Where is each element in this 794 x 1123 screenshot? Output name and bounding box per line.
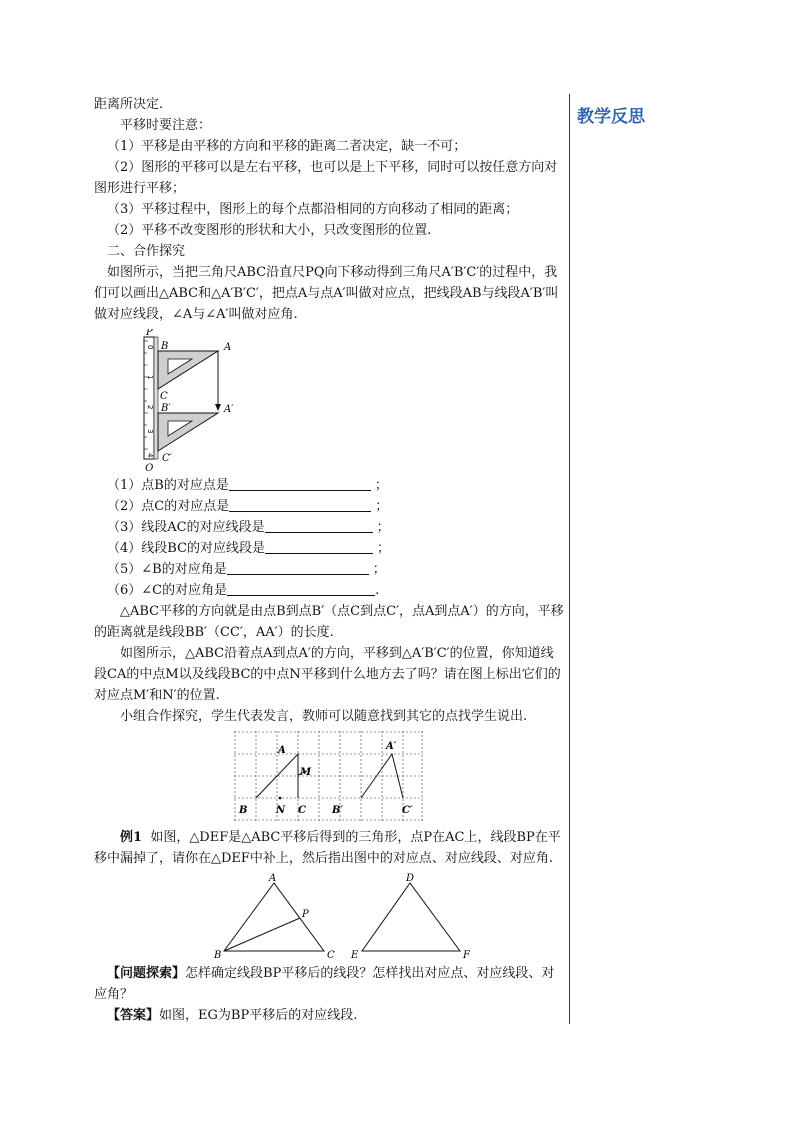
label-A: A xyxy=(269,873,277,884)
label-P: P xyxy=(302,909,309,920)
label-Q: Q xyxy=(145,463,154,471)
label-B-prime: B′ xyxy=(332,805,344,816)
label-A: A xyxy=(224,342,232,353)
question-5: （5）∠B的对应角是 ； xyxy=(107,562,386,577)
question-2: （2）点C的对应点是 ； xyxy=(107,499,389,514)
text-line: （2）图形的平移可以是左右平移，也可以是上下平移，同时可以按任意方向对图形进行平移； xyxy=(94,160,558,196)
label-N: N xyxy=(276,805,286,816)
tick-4: 4 xyxy=(146,453,154,458)
label-B: B xyxy=(214,950,222,959)
label-E: E xyxy=(351,950,359,959)
label-C-prime: C′ xyxy=(162,453,172,464)
section-heading: 二、合作探究 xyxy=(107,244,186,259)
grid-translation-figure xyxy=(234,731,424,823)
text-line: 距离所决定. xyxy=(94,97,164,112)
label-D: D xyxy=(406,873,415,884)
question-6: （6）∠C的对应角是 . xyxy=(107,583,380,598)
label-A: A xyxy=(278,745,286,756)
text-paragraph: 小组合作探究，学生代表发言，教师可以随意找到其它的点找学生说出. xyxy=(120,709,528,724)
text-line: （1）平移是由平移的方向和平移的距离二者决定，缺一不可； xyxy=(107,139,467,154)
tick-0: 0 xyxy=(146,345,154,350)
text-paragraph: △ABC平移的方向就是由点B到点B′（点C到点C′，点A到点A′）的方向，平移的距离就是线段BB′（CC′，AA′）的长度. xyxy=(94,604,564,640)
example-1: 例1 如图，△DEF是△ABC平移后得到的三角形，点P在AC上，线段BP在平移中漏掉了，请你在△DEF中补上，然后指出图中的对应点、对应线段、对应角. xyxy=(94,830,561,866)
tick-2: 2 xyxy=(146,405,154,410)
text-line: （3）平移过程中，图形上的每个点都沿相同的方向移动了相同的距离； xyxy=(107,202,519,217)
answer: 【答案】如图，EG为BP平移后的对应线段. xyxy=(107,1008,358,1023)
question-4: （4）线段BC的对应线段是 ； xyxy=(107,541,391,556)
teaching-reflection-title: 教学反思 xyxy=(577,107,645,127)
main-column xyxy=(94,94,564,1026)
label-P: P xyxy=(146,329,153,338)
text-line: 平移时要注意： xyxy=(120,118,212,133)
label-B-prime: B′ xyxy=(161,403,171,414)
question-1: （1）点B的对应点是 ； xyxy=(107,478,388,493)
column-divider xyxy=(569,94,570,1024)
example-triangles-figure xyxy=(210,873,480,959)
label-C: C xyxy=(327,950,335,959)
label-C: C xyxy=(160,391,168,402)
text-paragraph: 如图所示，△ABC沿着点A到点A′的方向，平移到△A′B′C′的位置，你知道线段CA的中点M以及线段BC的中点N平移到什么地方去了吗？请在图上标出它们的对应点M′和N′的位置. xyxy=(94,646,561,703)
problem-exploration: 【问题探索】怎样确定线段BP平移后的线段？怎样找出对应点、对应线段、对应角？ xyxy=(94,966,555,1002)
label-A-prime: A′ xyxy=(224,404,234,415)
text-paragraph: 如图所示，当把三角尺ABC沿直尺PQ向下移动得到三角尺A′B′C′的过程中，我们可以画出△ABC和△A′B′C′，把点A与点A′叫做对应点，把线段AB与线段A′B′叫做对应线段，∠A与∠A′叫做对应角. xyxy=(94,265,559,322)
label-C-prime: C′ xyxy=(402,805,413,816)
tick-1: 1 xyxy=(146,375,154,380)
label-M: M xyxy=(300,767,312,778)
label-B: B xyxy=(239,805,248,816)
text-line: （2）平移不改变图形的形状和大小，只改变图形的位置. xyxy=(107,223,432,238)
label-A-prime: A′ xyxy=(386,741,397,752)
question-3: （3）线段AC的对应线段是 ； xyxy=(107,520,390,535)
ruler-triangle-figure xyxy=(140,329,270,471)
label-F: F xyxy=(463,950,470,959)
tick-3: 3 xyxy=(146,429,154,434)
label-B: B xyxy=(161,341,169,352)
label-C: C xyxy=(298,805,306,816)
